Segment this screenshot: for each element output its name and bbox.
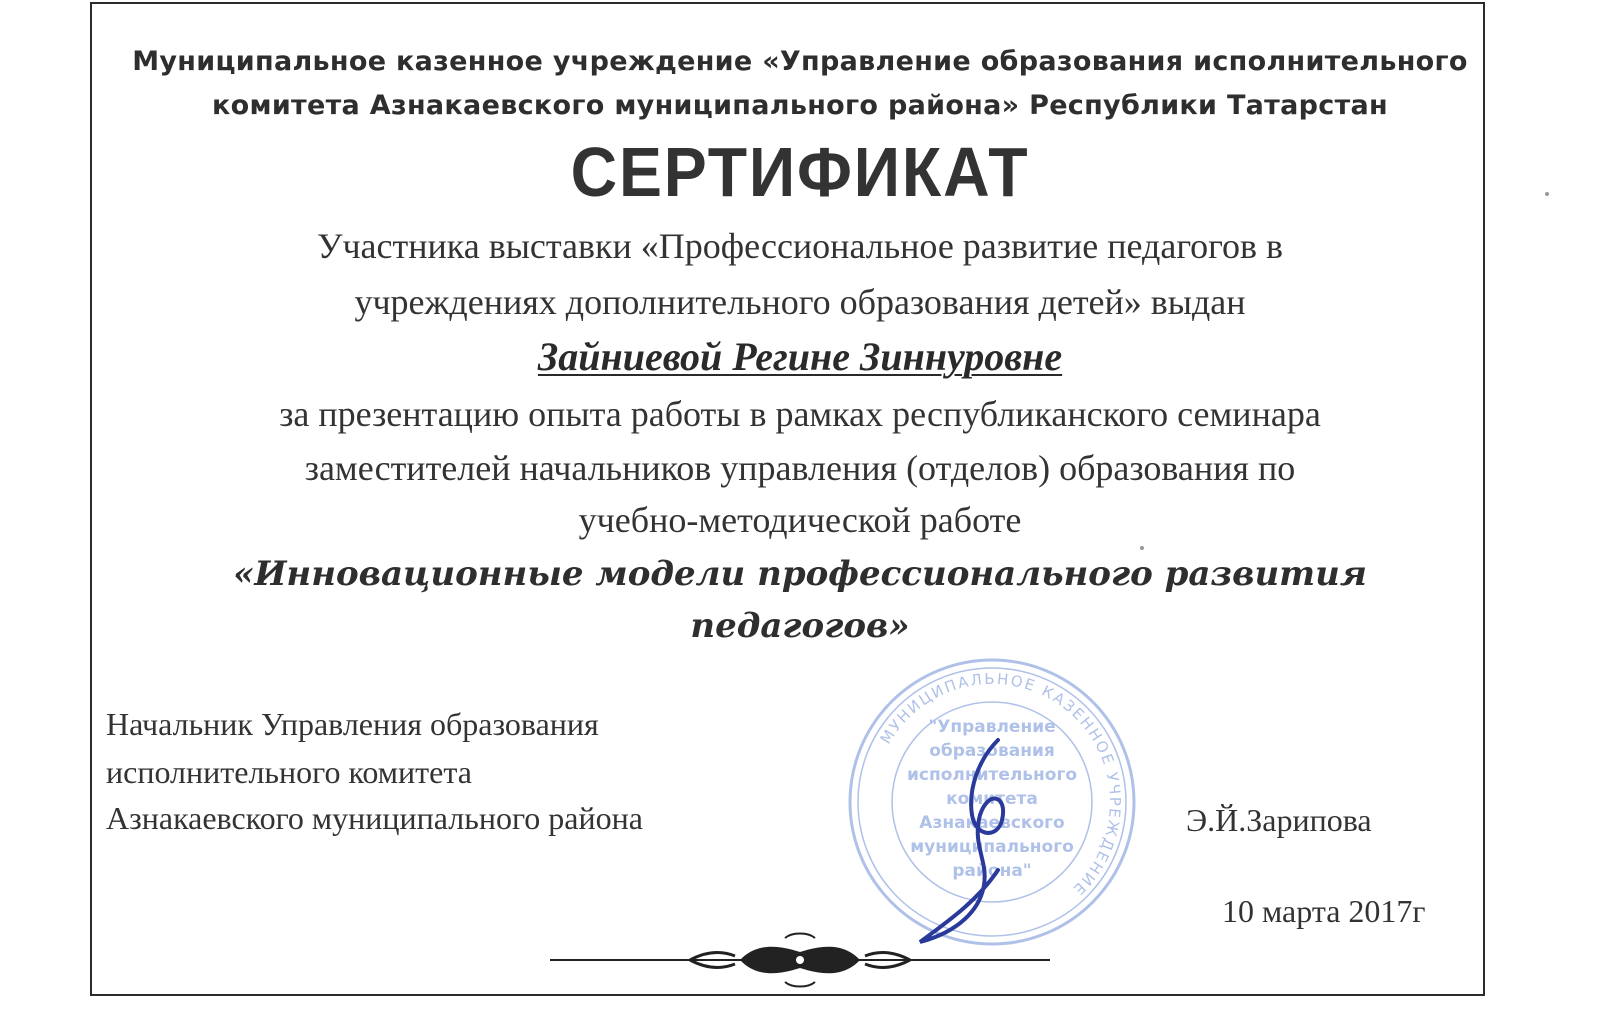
certificate-title: СЕРТИФИКАТ bbox=[570, 133, 1030, 211]
scan-speck bbox=[1545, 192, 1549, 196]
stamp-inner-line: комитета bbox=[946, 789, 1038, 809]
reason-line-2: заместителей начальников управления (отделов) образования по bbox=[304, 448, 1296, 488]
header-line-2: комитета Азнакаевского муниципального района» Республики Татарстан bbox=[211, 90, 1389, 121]
stamp-inner-line: образования bbox=[929, 741, 1055, 761]
stamp-inner-line: "Управление bbox=[928, 717, 1056, 737]
stamp-inner-line: Азнакаевского bbox=[919, 813, 1065, 833]
stamp-inner-line: муниципального bbox=[910, 837, 1074, 857]
issue-date: 10 марта 2017г bbox=[1222, 893, 1426, 929]
stamp-ring-text: МУНИЦИПАЛЬНОЕ КАЗЕННОЕ УЧРЕЖДЕНИЕ bbox=[876, 669, 1125, 900]
decorative-ornament bbox=[540, 930, 1060, 990]
signature-scribble bbox=[880, 720, 1060, 950]
theme-line-1: «Инновационные модели профессионального развития bbox=[233, 554, 1367, 594]
intro-line-2: учреждениях дополнительного образования детей» выдан bbox=[354, 282, 1246, 322]
stamp-inner-line: исполнительного bbox=[906, 765, 1078, 785]
scan-speck bbox=[1140, 546, 1144, 550]
stamp-inner-line: района" bbox=[952, 861, 1032, 881]
signatory-position-3: Азнакаевского муниципального района bbox=[106, 800, 643, 836]
reason-line-1: за презентацию опыта работы в рамках республиканского семинара bbox=[279, 394, 1321, 434]
recipient-name: Зайниевой Регине Зиннуровне bbox=[537, 334, 1063, 379]
header-line-1: Муниципальное казенное учреждение «Управление образования исполнительного bbox=[132, 46, 1468, 77]
signatory-position-1: Начальник Управления образования bbox=[106, 706, 599, 742]
signatory-position-2: исполнительного комитета bbox=[106, 754, 472, 790]
theme-line-2: педагогов» bbox=[690, 606, 910, 646]
intro-line-1: Участника выставки «Профессиональное развитие педагогов в bbox=[316, 226, 1284, 266]
signatory-name: Э.Й.Зарипова bbox=[1186, 802, 1372, 838]
reason-line-3: учебно-методической работе bbox=[578, 500, 1022, 540]
